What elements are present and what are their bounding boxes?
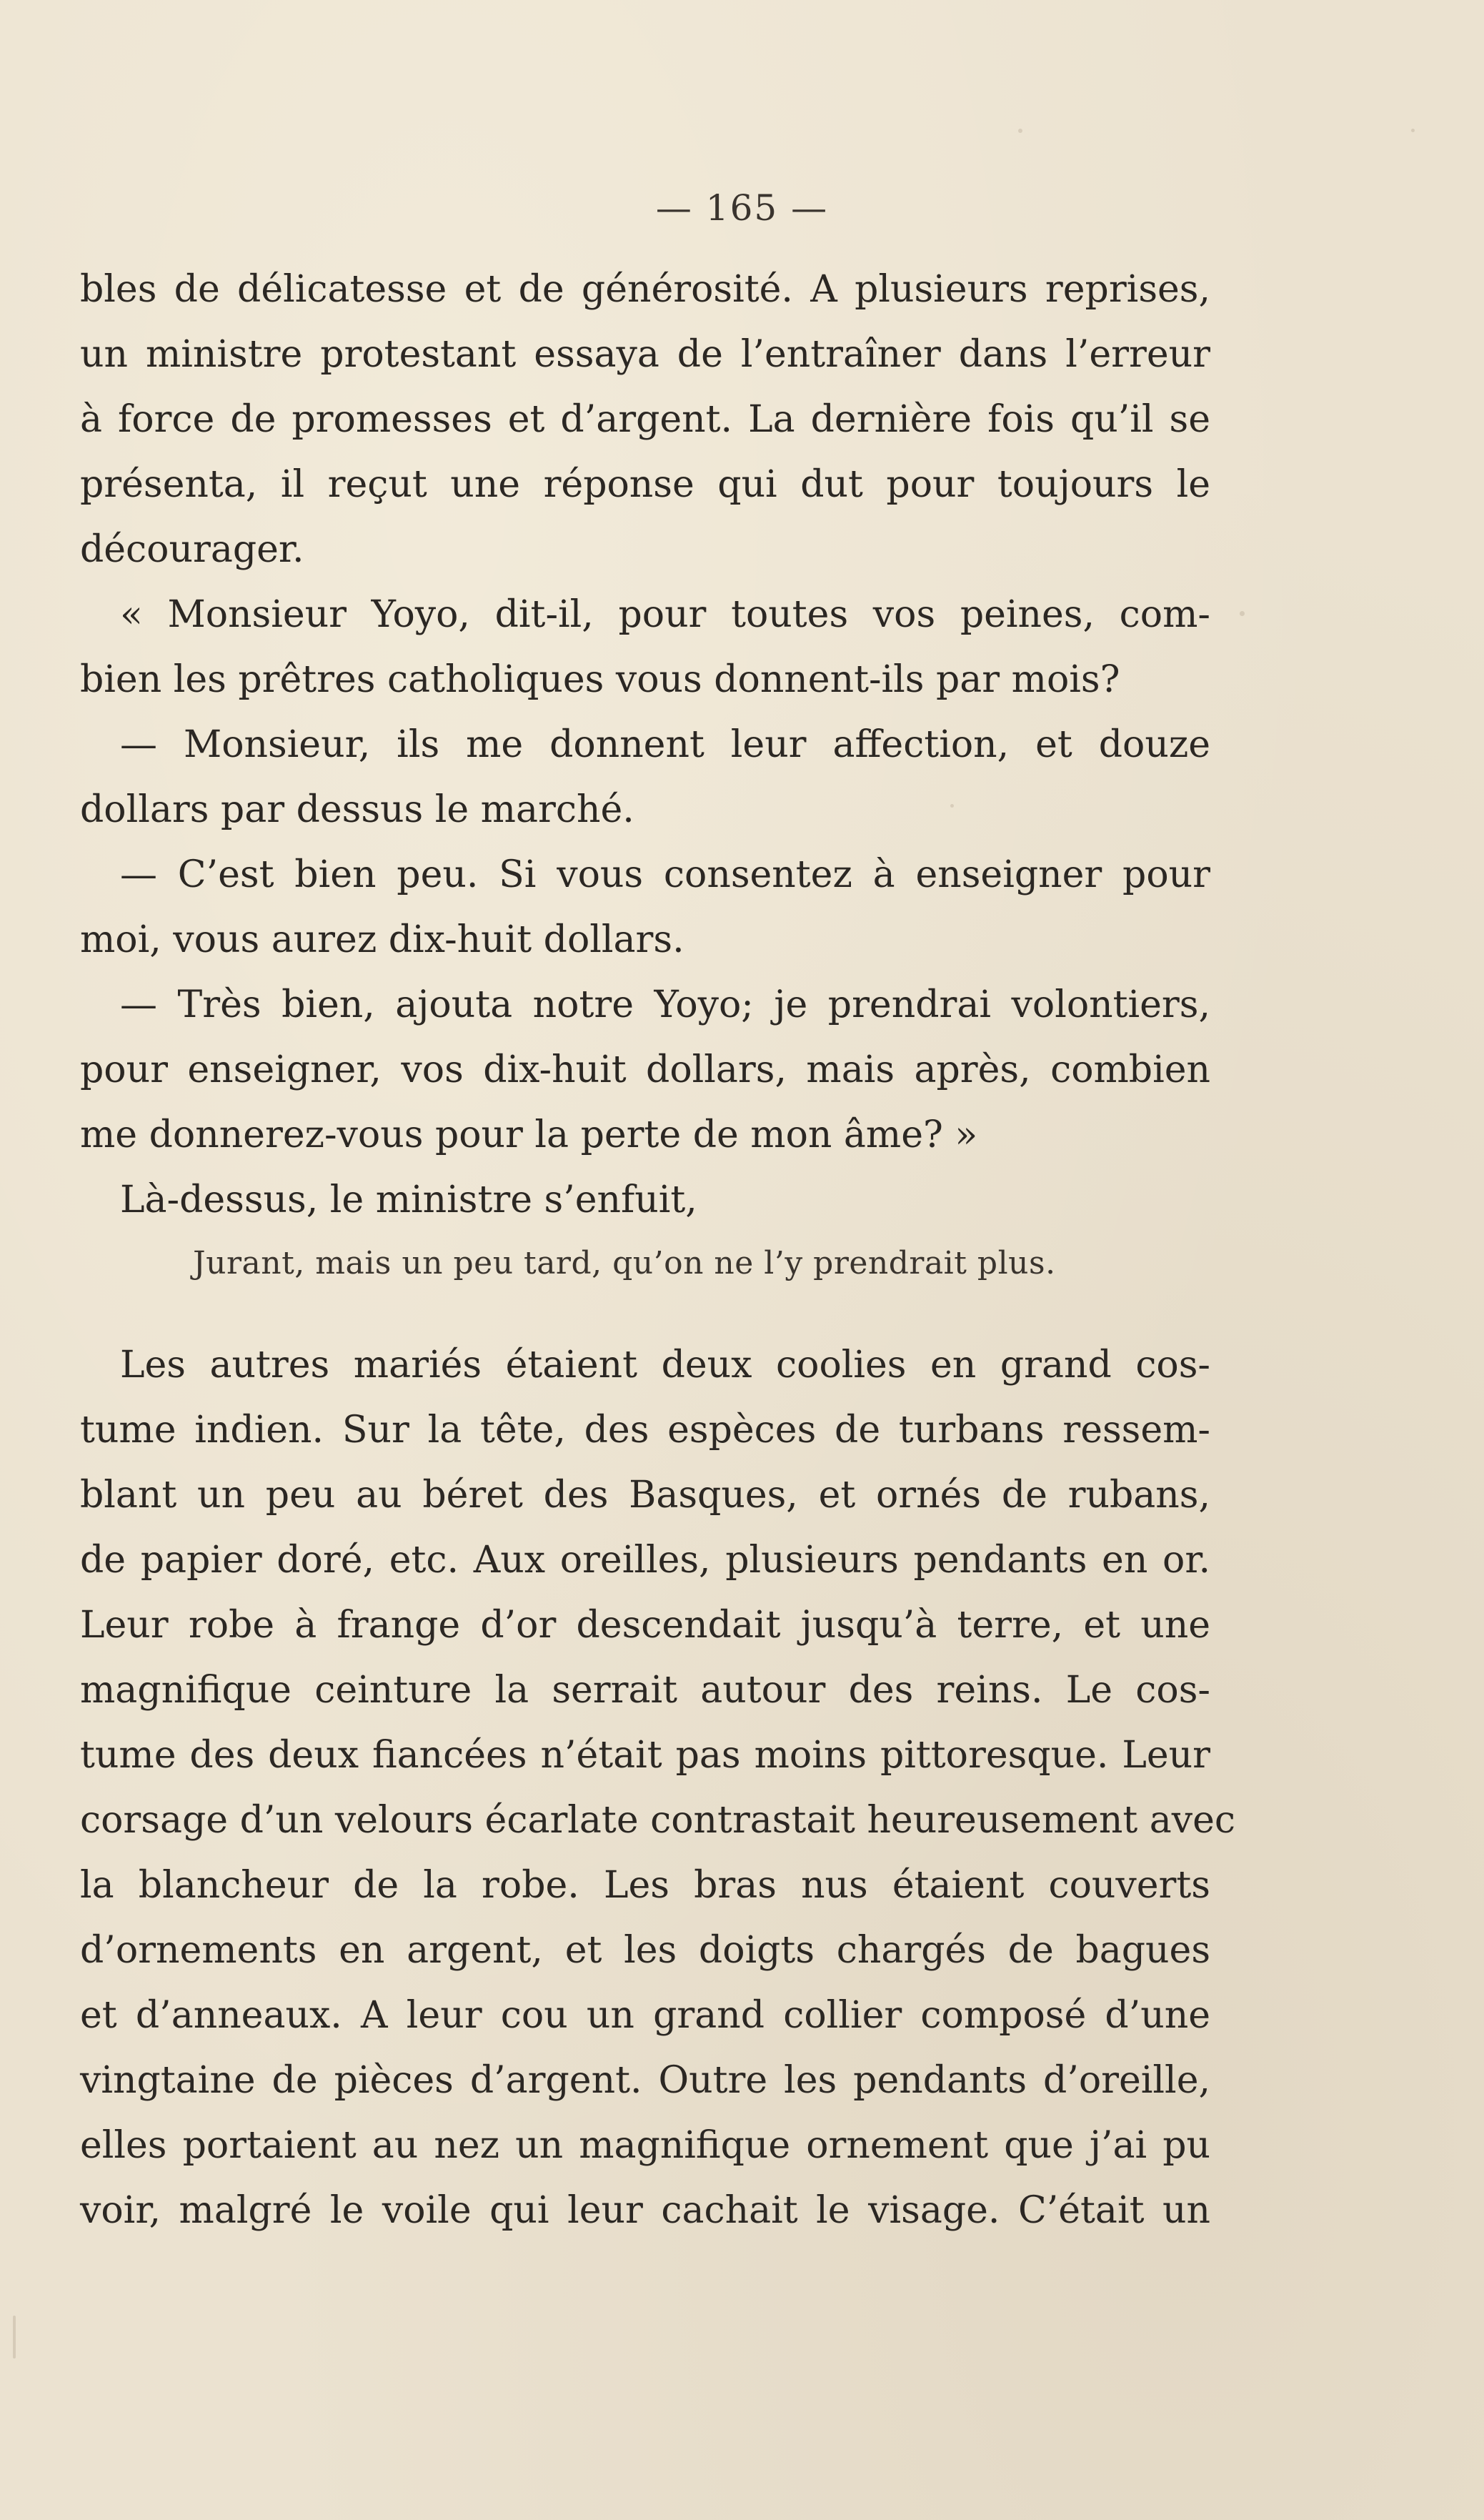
verse-quote: Jurant, mais un peu tard, qu’on ne l’y prendrait plus.: [193, 1245, 1056, 1281]
text-line: tume des deux fiancées n’était pas moins pittoresque. Leur: [80, 1734, 1210, 1777]
text-line: pour enseigner, vos dix-huit dollars, mais après, combien: [80, 1048, 1210, 1091]
text-line: Leur robe à frange d’or descendait jusqu’à terre, et une: [80, 1604, 1210, 1647]
paper-spot: [1018, 129, 1022, 133]
text-line: et d’anneaux. A leur cou un grand collier composé d’une: [80, 1994, 1210, 2037]
text-line: décourager.: [80, 528, 304, 571]
text-line: tume indien. Sur la tête, des espèces de turbans ressem-: [80, 1409, 1210, 1452]
text-line: me donnerez-vous pour la perte de mon âme? »: [80, 1113, 978, 1156]
text-line: Les autres mariés étaient deux coolies en grand cos-: [120, 1344, 1210, 1387]
text-line: bien les prêtres catholiques vous donnent-ils par mois?: [80, 658, 1120, 701]
text-line: corsage d’un velours écarlate contrastait heureusement avec: [80, 1799, 1236, 1842]
text-line: présenta, il reçut une réponse qui dut pour toujours le: [80, 463, 1210, 506]
page-number: — 165 —: [655, 187, 829, 229]
paper-spot: [13, 2316, 16, 2358]
text-line: magnifique ceinture la serrait autour des reins. Le cos-: [80, 1669, 1210, 1712]
text-line: dollars par dessus le marché.: [80, 788, 634, 831]
text-line: voir, malgré le voile qui leur cachait le visage. C’était un: [80, 2189, 1210, 2232]
text-line: Là-dessus, le ministre s’enfuit,: [120, 1179, 697, 1221]
text-line: d’ornements en argent, et les doigts chargés de bagues: [80, 1929, 1210, 1972]
paper-spot: [950, 804, 954, 808]
text-line: blant un peu au béret des Basques, et ornés de rubans,: [80, 1474, 1210, 1517]
paragraph-2: [80, 1333, 1236, 2243]
text-line: — Monsieur, ils me donnent leur affection, et douze: [120, 723, 1210, 766]
text-line: bles de délicatesse et de générosité. A plusieurs reprises,: [80, 268, 1210, 311]
text-line: vingtaine de pièces d’argent. Outre les pendants d’oreille,: [80, 2059, 1210, 2102]
text-line: « Monsieur Yoyo, dit-il, pour toutes vos peines, com-: [120, 593, 1210, 636]
text-line: un ministre protestant essaya de l’entraîner dans l’erreur: [80, 333, 1210, 376]
paper-spot: [1411, 129, 1415, 132]
text-line: moi, vous aurez dix-huit dollars.: [80, 918, 684, 961]
text-line: la blancheur de la robe. Les bras nus étaient couverts: [80, 1864, 1210, 1907]
text-line: à force de promesses et d’argent. La dernière fois qu’il se: [80, 398, 1210, 441]
text-line: de papier doré, etc. Aux oreilles, plusieurs pendants en or.: [80, 1539, 1210, 1582]
paper-spot: [1240, 611, 1245, 616]
text-line: — Très bien, ajouta notre Yoyo; je prendrai volontiers,: [120, 983, 1210, 1026]
text-line: elles portaient au nez un magnifique ornement que j’ai pu: [80, 2124, 1210, 2167]
paragraph-1: [80, 257, 1210, 1233]
text-line: — C’est bien peu. Si vous consentez à enseigner pour: [120, 853, 1210, 896]
